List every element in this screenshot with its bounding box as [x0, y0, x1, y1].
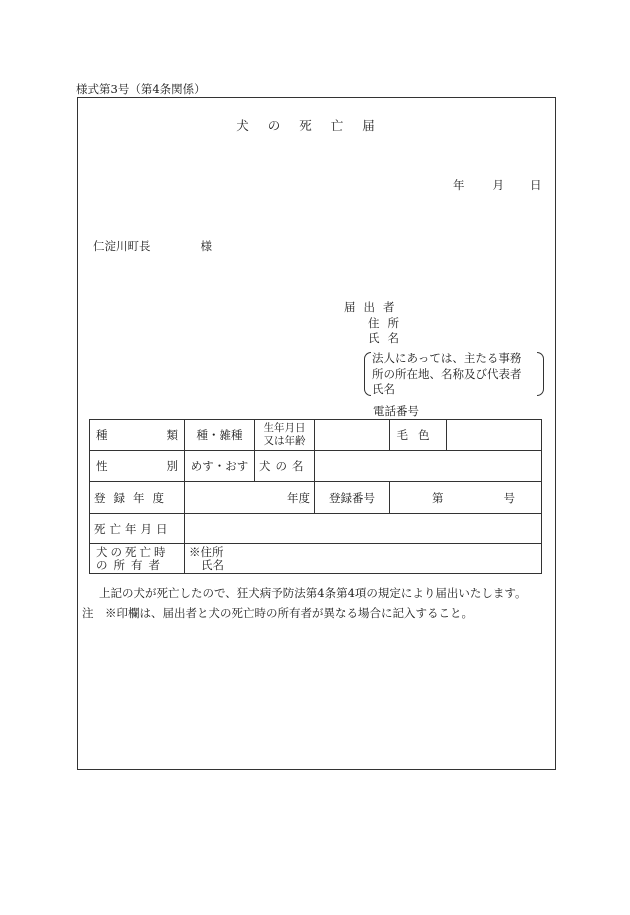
- reg-no-prefix: 第: [432, 490, 444, 505]
- birth-value-cell[interactable]: [315, 420, 390, 451]
- owner-name: 氏名: [201, 557, 224, 572]
- reg-year-label: 登録年度: [90, 482, 185, 514]
- death-date-value-cell[interactable]: [185, 514, 542, 544]
- phone-label: 電話番号: [373, 404, 419, 418]
- reg-no-suffix: 号: [503, 490, 515, 505]
- form-number: 様式第3号（第4条関係）: [76, 82, 206, 96]
- table-row: [90, 482, 542, 514]
- owner-label-2: の所有者: [96, 557, 166, 572]
- table-row: [90, 451, 542, 482]
- corp-note-line-2: 所の所在地、名称及び代表者: [372, 366, 522, 381]
- owner-label-1: 犬の死亡時: [96, 544, 169, 559]
- owner-address: ※住所: [189, 544, 224, 559]
- corp-note-line-1: 法人にあっては、主たる事務: [372, 351, 522, 365]
- document-title: 犬の死亡届: [236, 118, 394, 133]
- corp-note-line-3: 氏名: [372, 382, 395, 396]
- sex-value: めす・おす: [185, 451, 255, 482]
- owner-value-cell[interactable]: [185, 544, 542, 574]
- reg-no-cell[interactable]: [390, 482, 542, 514]
- reg-no-label: 登録番号: [315, 482, 390, 514]
- applicant-address-label: 住所: [368, 316, 407, 330]
- left-bracket: [364, 352, 371, 396]
- coat-value-cell[interactable]: [447, 420, 542, 451]
- table-row: [90, 514, 542, 544]
- corporation-note: [364, 351, 544, 397]
- breed-value: 種・雑種: [185, 420, 255, 451]
- date-line: [453, 177, 542, 193]
- sex-label-cell: 性 別: [90, 451, 185, 482]
- applicant-name-label: 氏名: [368, 331, 407, 345]
- reg-year-unit: 年度: [185, 482, 315, 514]
- right-bracket: [537, 352, 544, 396]
- dogname-label: 犬の名: [255, 451, 315, 482]
- birth-label-cell: [255, 420, 315, 451]
- breed-label-cell: [90, 420, 185, 451]
- day-unit: 日: [530, 178, 542, 192]
- applicant-label: 届出者: [344, 300, 403, 314]
- addressee-honorific: 様: [200, 239, 212, 253]
- coat-label: 毛色: [390, 420, 447, 451]
- owner-label-cell: [90, 544, 185, 574]
- year-unit: 年: [453, 178, 465, 192]
- table-row: [90, 420, 542, 451]
- birth-label-1: 生年月日: [263, 422, 306, 434]
- table-row: [90, 544, 542, 574]
- addressee: [93, 238, 212, 254]
- breed-label: 種 類: [96, 428, 178, 442]
- death-date-label: 死亡年月日: [90, 514, 185, 544]
- birth-label-2: 又は年齢: [263, 435, 306, 447]
- sex-label: 性: [96, 459, 108, 473]
- month-unit: 月: [492, 178, 504, 192]
- addressee-name: 仁淀川町長: [93, 239, 151, 253]
- note: 注 ※印欄は、届出者と犬の死亡時の所有者が異なる場合に記入すること。: [82, 606, 473, 620]
- statement: 上記の犬が死亡したので、狂犬病予防法第4条第4項の規定により届出いたします。: [99, 586, 527, 600]
- dogname-value-cell[interactable]: [315, 451, 542, 482]
- dog-info-table: [89, 419, 542, 574]
